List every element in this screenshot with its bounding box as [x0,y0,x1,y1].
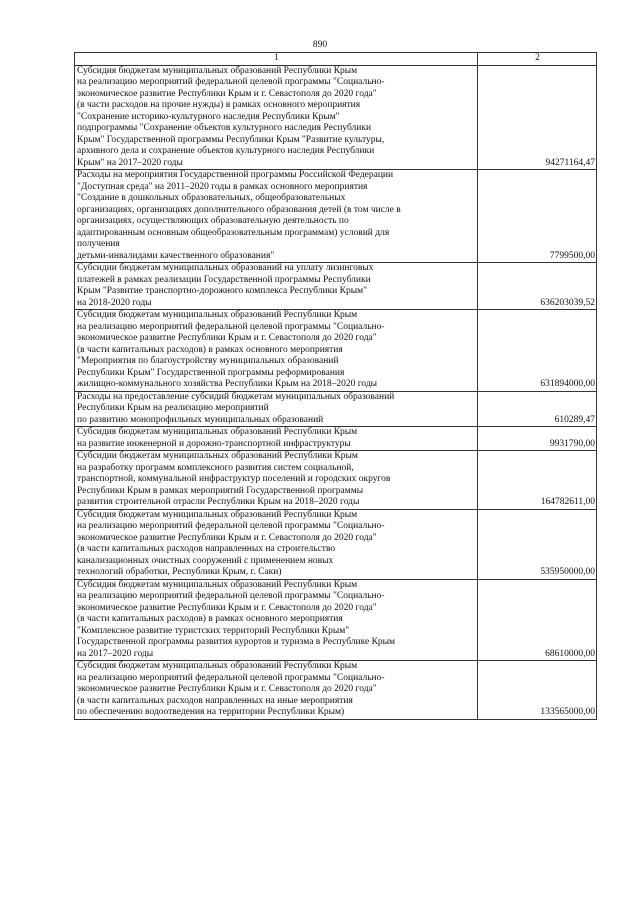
row-amount: 164782611,00 [478,451,597,510]
description-line: на развитие инженерной и дорожно-транспортной инфраструктуры [77,438,351,449]
description-line: Республики Крым на реализацию мероприятий [77,403,269,413]
description-line: организациях, организациях дополнительного образования детей (в том числе в [77,204,401,215]
description-line: технологий обработки, Республики Крым, г. Саки) [77,567,282,577]
row-description [75,661,478,720]
description-line: развития строительной отрасли Республики Крым на 2018–2020 годы [77,497,360,507]
description-line: детьми-инвалидами качественного образования" [77,250,275,261]
description-line: Субсидия бюджетам муниципальных образований Республики Крым [77,661,358,671]
row-amount: 7799500,00 [478,170,597,263]
description-line: архивного дела и сохранение объектов культурного наследия Республики [77,146,375,156]
table-row [75,310,597,392]
description-line: экономическое развитие Республики Крым и г. Севастополя до 2020 года" [77,684,377,694]
description-line: на 2018-2020 годы [77,297,152,308]
description-line: экономическое развитие Республики Крым и г. Севастополя до 2020 года" [77,88,377,99]
description-line: экономическое развитие Республики Крым и г. Севастополя до 2020 года" [77,602,377,613]
row-description [75,509,478,579]
description-line: экономическое развитие Республики Крым и г. Севастополя до 2020 года" [77,532,377,543]
description-line: (в части капитальных расходов направленных на иные мероприятия [77,695,353,706]
table-row [75,263,597,310]
row-amount: 636203039,52 [478,263,597,310]
description-line: платежей в рамках реализации Государственной программы Республики [77,274,371,285]
description-line: Крым" Государственной программы Республики Крым "Развитие культуры, [77,134,385,145]
description-line: Субсидии бюджетам муниципальных образований на уплату лизинговых [77,263,374,273]
page-number: 890 [312,40,328,50]
description-line: "Доступная среда" на 2011–2020 годы в рамках основного мероприятия [77,181,368,192]
description-line: "Мероприятия по благоустройству муниципальных образований [77,356,339,366]
description-line: Субсидия бюджетам муниципальных образований Республики Крым [77,579,358,590]
description-line: транспортной, коммунальной инфраструктур поселений и городских округов [77,474,391,484]
description-line: Субсидия бюджетам муниципальных образований Республики Крым [77,65,358,76]
description-line: организациях, осуществляющих образовательную деятельность по [77,216,349,226]
row-amount: 94271164,47 [478,65,597,170]
description-line: канализационных очистных сооружений с применением новых [77,555,334,566]
description-line: Республики Крым в рамках мероприятий Государственной программы [77,485,364,496]
column-header-2: 2 [478,53,597,66]
column-header-1: 1 [75,53,478,66]
table-row [75,661,597,720]
description-line: "Сохранение историко-культурного наследия Республики Крым" [77,111,340,122]
table-row [75,391,597,427]
row-amount: 610289,47 [478,391,597,427]
description-line: на реализацию мероприятий федеральной целевой программы "Социально- [77,521,385,531]
budget-table [74,52,597,720]
row-description [75,310,478,392]
description-line: на реализацию мероприятий федеральной целевой программы "Социально- [77,77,385,87]
table-body [75,53,597,720]
row-amount: 133565000,00 [478,661,597,720]
table-row [75,509,597,579]
description-line: (в части расходов на прочие нужды) в рамках основного мероприятия [77,100,361,110]
description-line: Субсидия бюджетам муниципальных образований Республики Крым [77,427,358,437]
description-line: получения [77,239,120,249]
table-row [75,427,597,451]
row-description [75,263,478,310]
description-line: (в части капитальных расходов направленных на строительство [77,544,336,554]
description-line: по развитию монопрофильных муниципальных образований [77,414,324,425]
row-amount: 535950000,00 [478,509,597,579]
row-amount: 68610000,00 [478,579,597,661]
description-line: Крым "Развитие транспортно-дорожного комплекса Республики Крым" [77,286,368,296]
description-line: жилищно-коммунального хозяйства Республики Крым на 2018–2020 годы [77,379,378,389]
description-line: Государственной программы развития курортов и туризма в Республике Крым [77,637,396,647]
table-row [75,451,597,510]
table-row [75,65,597,170]
description-line: (в части капитальных расходов) в рамках основного мероприятия [77,614,343,624]
description-line: Расходы на предоставление субсидий бюджетам муниципальных образований [77,391,395,402]
description-line: Субсидия бюджетам муниципальных образований Республики Крым [77,310,358,320]
description-line: подпрограммы "Сохранение объектов культурного наследия Республики [77,123,372,133]
table-row [75,579,597,661]
description-line: на реализацию мероприятий федеральной целевой программы "Социально- [77,672,385,683]
table-header-row [75,53,597,66]
description-line: Крым" на 2017–2020 годы [77,157,183,168]
description-line: Субсидии бюджетам муниципальных образований Республики Крым [77,451,358,461]
row-description [75,391,478,427]
description-line: экономическое развитие Республики Крым и г. Севастополя до 2020 года" [77,333,377,343]
description-line: (в части капитальных расходов) в рамках основного мероприятия [77,344,343,355]
description-line: на разработку программ комплексного развития систем социальной, [77,462,354,473]
row-description [75,427,478,451]
description-line: на реализацию мероприятий федеральной целевой программы "Социально- [77,591,385,601]
description-line: адаптированным основным общеобразовательным программам) условий для [77,227,390,238]
description-line: Субсидия бюджетам муниципальных образований Республики Крым [77,509,358,520]
row-description [75,65,478,170]
description-line: Расходы на мероприятия Государственной программы Российской Федерации [77,170,394,180]
description-line: на реализацию мероприятий федеральной целевой программы "Социально- [77,321,385,332]
table-row [75,170,597,263]
row-description [75,451,478,510]
description-line: "Создание в дошкольных образовательных, общеобразовательных [77,193,346,203]
description-line: "Комплексное развитие туристских территорий Республики Крым" [77,625,350,636]
row-amount: 631894000,00 [478,310,597,392]
description-line: по обеспечению водоотведения на территории Республики Крым) [77,707,345,717]
description-line: на 2017–2020 годы [77,648,154,659]
row-description [75,170,478,263]
row-description [75,579,478,661]
row-amount: 9931790,00 [478,427,597,451]
description-line: Республики Крым" Государственной программы реформирования [77,367,345,378]
